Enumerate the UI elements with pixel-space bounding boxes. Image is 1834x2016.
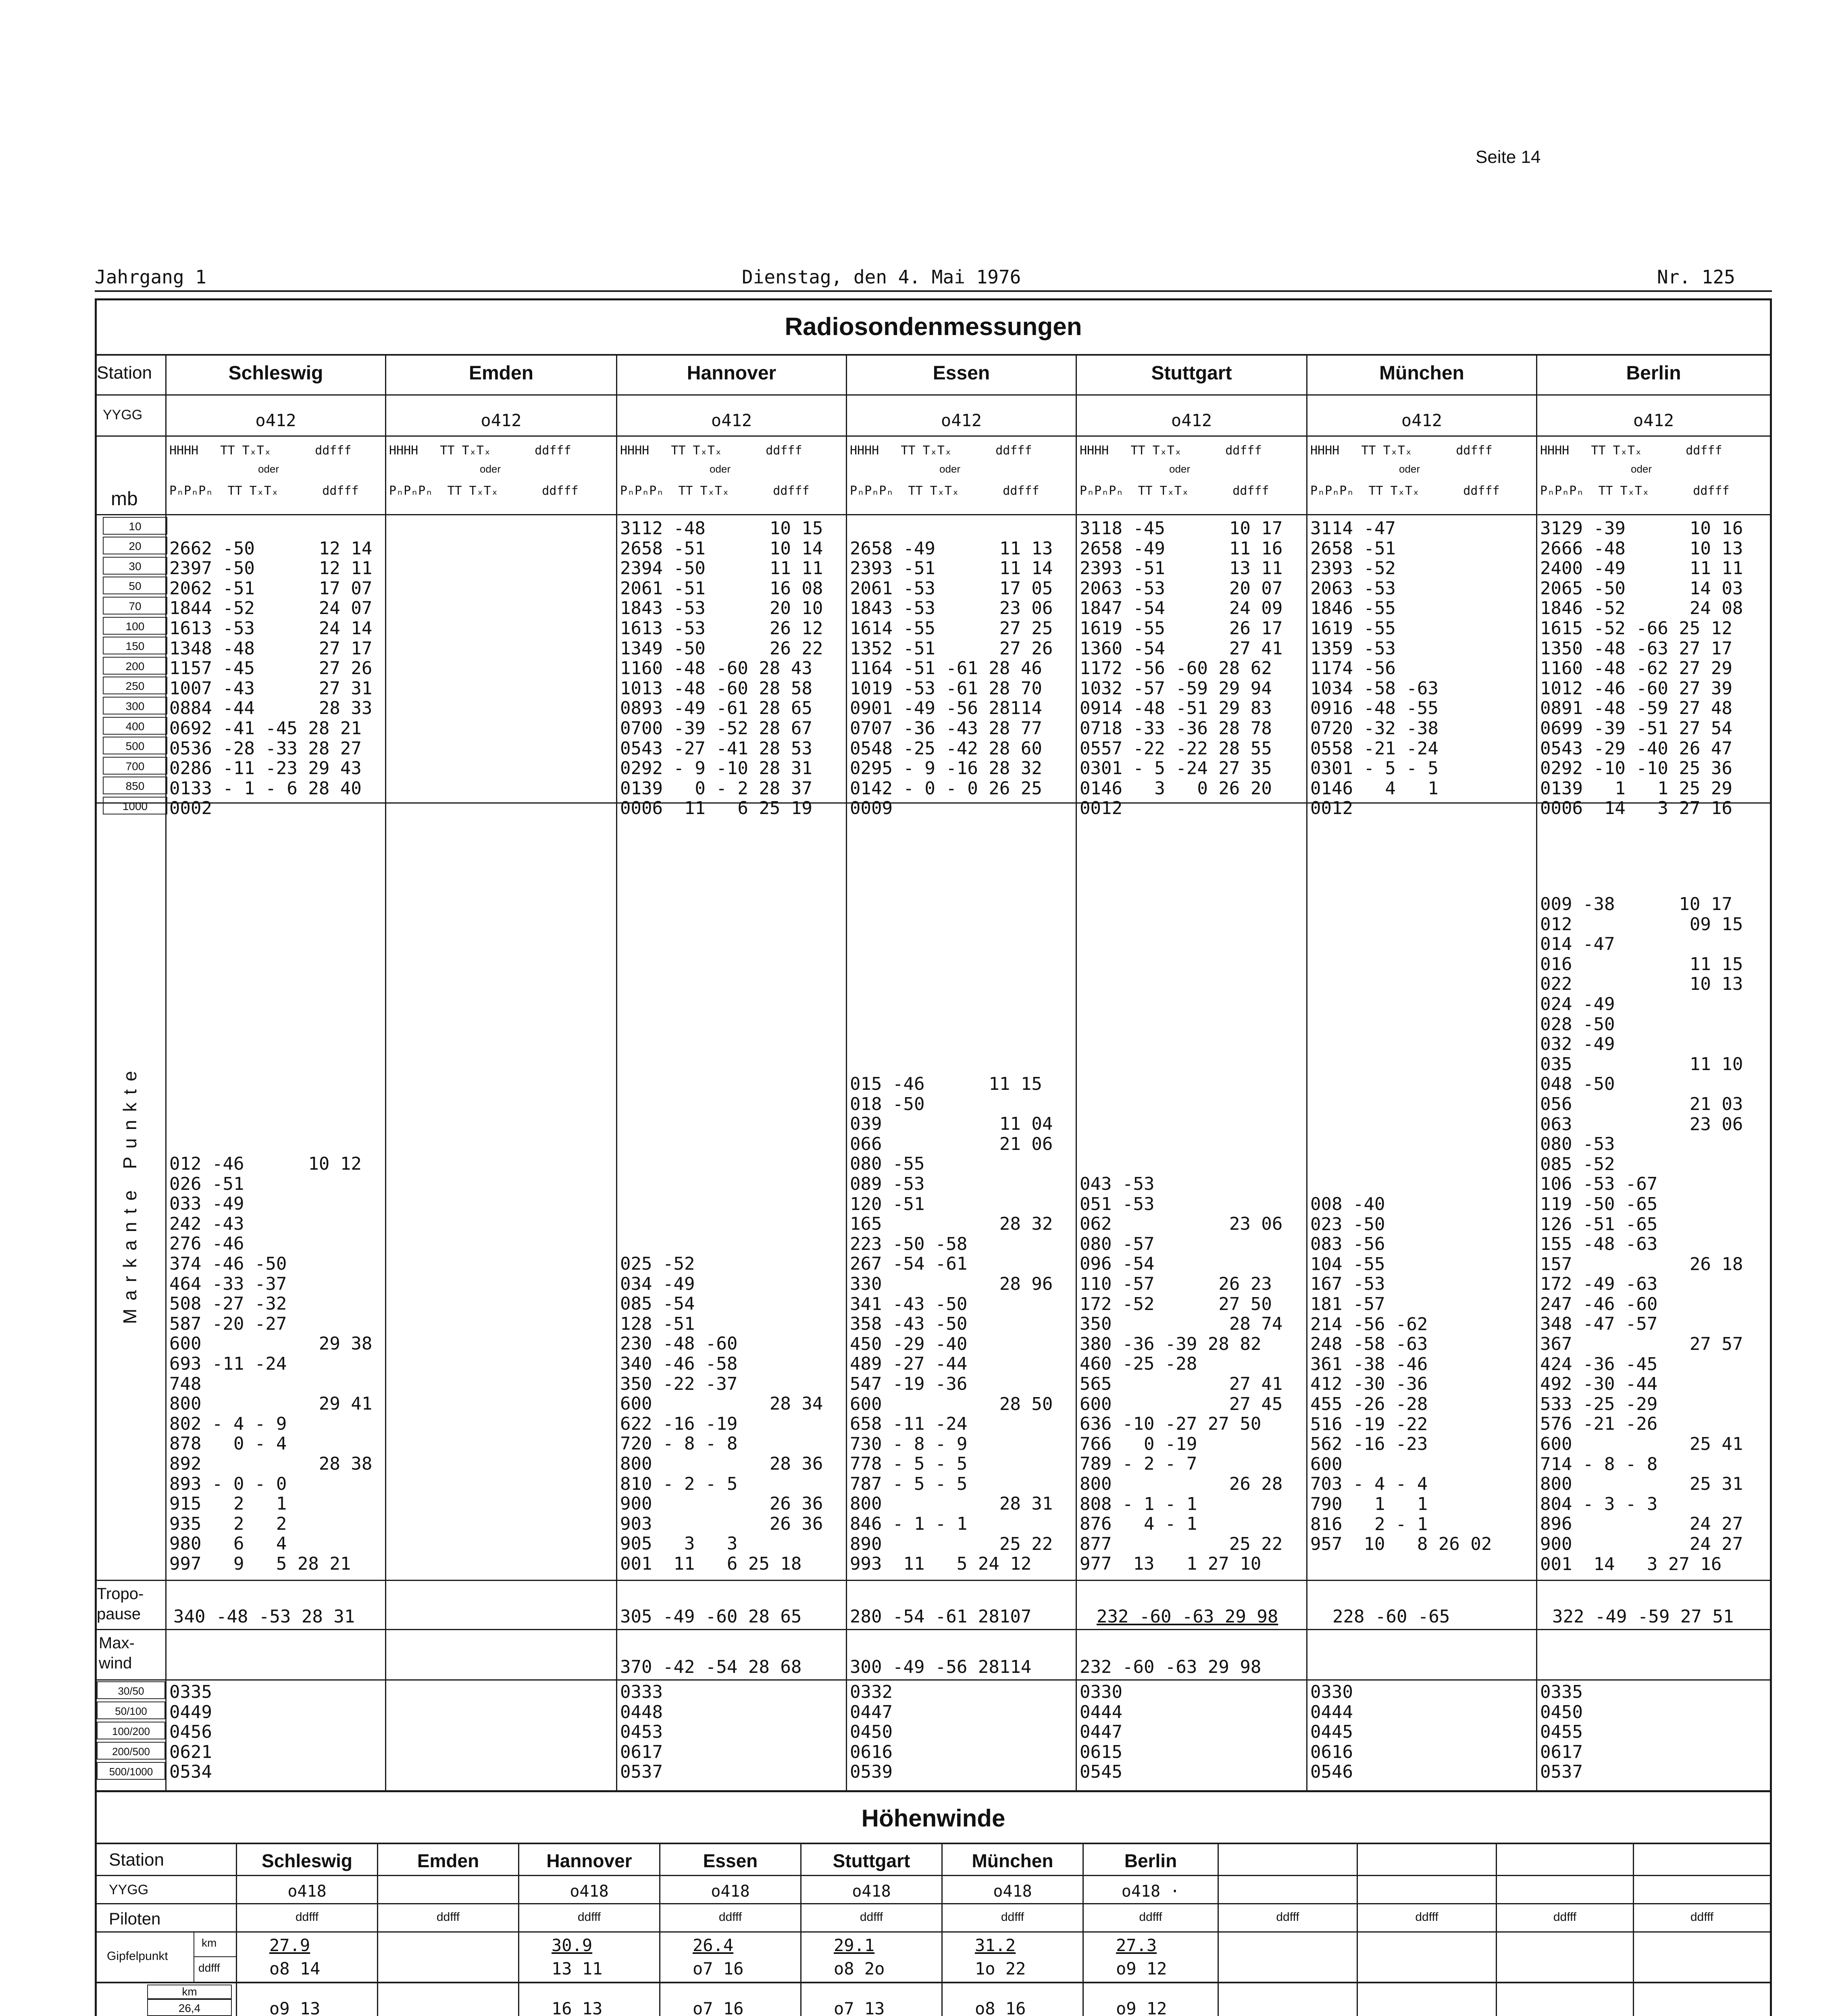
markante-data: 025 -52 034 -49 085 -54 128 -51 230 -48 -60 340 -46 -58 350 -22 -37 600 28 34 622 -16 -19 720 - 8 - 8 800 28 36 810 - 2 - 5 900 26 36 903 26 36 905 3 3 001 11 6 25 18	[620, 1254, 823, 1574]
mb-level: 700	[103, 757, 167, 775]
mb-level: 1000	[103, 797, 167, 814]
mb-level: 20	[103, 537, 167, 554]
std-level-data: 3118 -45 10 17 2658 -49 11 16 2393 -51 13 11 2063 -53 20 07 1847 -54 24 09 1619 -55 26 17 1360 -54 27 41 1172 -56 -60 28 62 1032 -57 -59 29 94 0914 -48 -51 29 83 0718 -33 -36 28 78 0557 -22 -22 28 55 0301 - 5 -24 27 35 0146 3 0 26 20 0012	[1080, 518, 1283, 819]
gipfel-km: 26.4	[693, 1935, 734, 1955]
hw-station-name: Stuttgart	[833, 1850, 910, 1871]
shear-values: 0335 0449 0456 0621 0534	[169, 1682, 212, 1783]
mb-level: 50	[103, 577, 167, 594]
std-level-data: 2662 -50 12 14 2397 -50 12 11 2062 -51 17 07 1844 -52 24 07 1613 -53 24 14 1348 -48 27 17 1157 -45 27 26 1007 -43 27 31 0884 -44 28 33 0692 -41 -45 28 21 0536 -28 -33 28 27 0286 -11 -23 29 43 0133 - 1 - 6 28 40 0002	[169, 538, 373, 819]
hw-piloten-label: Piloten	[109, 1909, 161, 1928]
markante-data: 015 -46 11 15 018 -50 039 11 04 066 21 06 080 -55 089 -53 120 -51 165 28 32 223 -50 -58 267 -54 -61 330 28 96 341 -43 -50 358 -43 -50 450 -29 -40 489 -27 -44 547 -19 -36 600 28 50 658 -11 -24 730 - 8 - 9 778 - 5 - 5 787 - 5 - 5 800 28 31 846 - 1 - 1 890 25 22 993 11 5 24 12	[850, 1074, 1053, 1574]
mb-level: 10	[103, 517, 167, 535]
shear-label: 50/100	[97, 1702, 165, 1719]
mb-level: 300	[103, 697, 167, 714]
hw-yygg-label: YYGG	[109, 1882, 149, 1897]
yygg-value: o412	[255, 410, 296, 430]
markante-data: 009 -38 10 17 012 09 15 014 -47 016 11 15 022 10 13 024 -49 028 -50 032 -49 035 11 10 048 -50 056 21 03 063 23 06 080 -53 085 -52 106 -53 -67 119 -50 -65 126 -51 -65 155 -48 -63 157 26 18 172 -49 -63 247 -46 -60 348 -47 -57 367 27 57 424 -36 -45 492 -30 -44 533 -25 -29 576 -21 -26 600 25 41 714 - 8 - 8 800 25 31 804 - 3 - 3 896 24 27 900 24 27 001 14 3 27 16	[1540, 894, 1743, 1574]
mb-level: 200	[103, 657, 167, 675]
station-name: Schleswig	[228, 362, 323, 384]
col-head: PₙPₙPₙ TT TₓTₓ ddfff	[1310, 484, 1500, 498]
header-rule	[95, 290, 1772, 292]
tropopause-value: 305 -49 -60 28 65	[620, 1606, 802, 1627]
markante-data: 012 -46 10 12 026 -51 033 -49 242 -43 276 -46 374 -46 -50 464 -33 -37 508 -27 -32 587 -20 -27 600 29 38 693 -11 -24 748 800 29 41 802 - 4 - 9 878 0 - 4 892 28 38 893 - 0 - 0 915 2 1 935 2 2 980 6 4 997 9 5 28 21	[169, 1154, 373, 1574]
hw-level-values: o7 16	[693, 1999, 744, 2016]
tropopause-value: 280 -54 -61 28107	[850, 1606, 1032, 1627]
col-head: PₙPₙPₙ TT TₓTₓ ddfff	[850, 484, 1039, 498]
hw-yygg: o418	[711, 1882, 750, 1901]
col-head: HHHH TT TₓTₓ ddfff	[1540, 444, 1722, 458]
yygg-value: o412	[1401, 410, 1443, 430]
hw-station-name: Berlin	[1124, 1850, 1177, 1871]
gipfel-ddfff-label: ddfff	[198, 1962, 220, 1974]
maxwind-label: Max- wind	[99, 1634, 135, 1672]
col-head: PₙPₙPₙ TT TₓTₓ ddfff	[620, 484, 810, 498]
col-head: HHHH TT TₓTₓ ddfff	[169, 444, 352, 458]
std-level-data: 3129 -39 10 16 2666 -48 10 13 2400 -49 11 11 2065 -50 14 03 1846 -52 24 08 1615 -52 -66 25 12 1350 -48 -63 27 17 1160 -48 -62 27 29 1012 -46 -60 27 39 0891 -48 -59 27 48 0699 -39 -51 27 54 0543 -29 -40 26 47 0292 -10 -10 25 36 0139 1 1 25 29 0006 14 3 27 16	[1540, 518, 1743, 819]
col-head: PₙPₙPₙ TT TₓTₓ ddfff	[169, 484, 359, 498]
col-head: HHHH TT TₓTₓ ddfff	[1310, 444, 1493, 458]
yygg-value: o412	[711, 410, 752, 430]
yygg-value: o412	[941, 410, 982, 430]
mb-level: 850	[103, 777, 167, 794]
piloten-ddfff: ddfff	[1415, 1910, 1438, 1924]
col-head: PₙPₙPₙ TT TₓTₓ ddfff	[389, 484, 579, 498]
markante-label: Markante Punkte	[119, 1063, 140, 1324]
radiosonde-title: Radiosondenmessungen	[785, 313, 1082, 341]
piloten-ddfff: ddfff	[1276, 1910, 1299, 1924]
mb-level: 400	[103, 717, 167, 735]
gipfel-dd: o8 2o	[834, 1959, 885, 1979]
station-name: Hannover	[687, 362, 776, 384]
gipfel-km: 30.9	[552, 1935, 593, 1955]
header-volume: Jahrgang 1	[95, 266, 206, 288]
piloten-ddfff: ddfff	[577, 1910, 601, 1924]
markante-data: 008 -40 023 -50 083 -56 104 -55 167 -53 181 -57 214 -56 -62 248 -58 -63 361 -38 -46 412 -30 -36 455 -26 -28 516 -19 -22 562 -16 -23 600 703 - 4 - 4 790 1 1 816 2 - 1 957 10 8 26 02	[1310, 1194, 1492, 1555]
header-date: Dienstag, den 4. Mai 1976	[742, 266, 1021, 288]
station-name: Emden	[468, 362, 534, 384]
tropopause-value: 322 -49 -59 27 51	[1552, 1606, 1734, 1627]
gipfel-km: 27.3	[1116, 1935, 1157, 1955]
hw-level-values: o8 16	[975, 1999, 1026, 2016]
hw-station-name: Emden	[417, 1850, 479, 1871]
piloten-ddfff: ddfff	[718, 1910, 742, 1924]
col-head-oder: oder	[939, 463, 961, 475]
hw-level-values: o7 13	[834, 1999, 885, 2016]
mb-level: 500	[103, 737, 167, 754]
shear-label: 100/200	[97, 1722, 165, 1739]
col-head-oder: oder	[710, 463, 731, 475]
hw-level-values: o9 13	[269, 1999, 321, 2016]
mb-level: 250	[103, 677, 167, 694]
shear-label: 200/500	[97, 1742, 165, 1760]
col-head: HHHH TT TₓTₓ ddfff	[620, 444, 802, 458]
tropopause-label: Tropo- pause	[97, 1585, 144, 1623]
tropopause-value: 232 -60 -63 29 98	[1097, 1606, 1278, 1627]
col-head-oder: oder	[1399, 463, 1420, 475]
piloten-ddfff: ddfff	[1690, 1910, 1714, 1924]
hw-level-values: 16 13	[552, 1999, 603, 2016]
std-level-data: 2658 -49 11 13 2393 -51 11 14 2061 -53 17 05 1843 -53 23 06 1614 -55 27 25 1352 -51 27 26 1164 -51 -61 28 46 1019 -53 -61 28 70 0901 -49 -56 28114 0707 -36 -43 28 77 0548 -25 -42 28 60 0295 - 9 -16 28 32 0142 - 0 - 0 26 25 0009	[850, 538, 1053, 819]
piloten-ddfff: ddfff	[860, 1910, 883, 1924]
station-name: München	[1379, 362, 1464, 384]
col-head-oder: oder	[480, 463, 501, 475]
std-level-data: 3112 -48 10 15 2658 -51 10 14 2394 -50 11 11 2061 -51 16 08 1843 -53 20 10 1613 -53 26 12 1349 -50 26 22 1160 -48 -60 28 43 1013 -48 -60 28 58 0893 -49 -61 28 65 0700 -39 -52 28 67 0543 -27 -41 28 53 0292 - 9 -10 28 31 0139 0 - 2 28 37 0006 11 6 25 19	[620, 518, 823, 819]
col-head: HHHH TT TₓTₓ ddfff	[1080, 444, 1262, 458]
std-level-data: 3114 -47 2658 -51 2393 -52 2063 -53 1846 -55 1619 -55 1359 -53 1174 -56 1034 -58 -63 0916 -48 -55 0720 -32 -38 0558 -21 -24 0301 - 5 - 5 0146 4 1 0012	[1310, 518, 1438, 819]
col-head: PₙPₙPₙ TT TₓTₓ ddfff	[1540, 484, 1730, 498]
gipfel-km-label: km	[202, 1937, 217, 1949]
shear-values: 0333 0448 0453 0617 0537	[620, 1682, 663, 1783]
shear-values: 0330 0444 0447 0615 0545	[1080, 1682, 1122, 1783]
markante-data: 043 -53 051 -53 062 23 06 080 -57 096 -54 110 -57 26 23 172 -52 27 50 350 28 74 380 -36 -39 28 82 460 -25 -28 565 27 41 600 27 45 636 -10 -27 27 50 766 0 -19 789 - 2 - 7 800 26 28 808 - 1 - 1 876 4 - 1 877 25 22 977 13 1 27 10	[1080, 1174, 1283, 1574]
hw-yygg: o418 ·	[1121, 1882, 1180, 1901]
gipfel-dd: 13 11	[552, 1959, 603, 1979]
shear-label: 500/1000	[97, 1762, 165, 1780]
col-head-oder: oder	[258, 463, 279, 475]
gipfel-km: 27.9	[269, 1935, 310, 1955]
maxwind-value: 370 -42 -54 28 68	[620, 1657, 802, 1677]
hw-station-name: Hannover	[546, 1850, 632, 1871]
hw-station-name: Schleswig	[262, 1850, 352, 1871]
hw-yygg: o418	[287, 1882, 327, 1901]
hw-level-values: o9 12	[1116, 1999, 1167, 2016]
mb-level: 150	[103, 637, 167, 654]
yygg-value: o412	[481, 410, 522, 430]
header-issue: Nr. 125	[1657, 266, 1735, 288]
maxwind-value: 300 -49 -56 28114	[850, 1657, 1032, 1677]
shear-values: 0335 0450 0455 0617 0537	[1540, 1682, 1583, 1783]
tropopause-value: 228 -60 -65	[1332, 1606, 1450, 1627]
gipfel-dd: 1o 22	[975, 1959, 1026, 1979]
gipfel-dd: o9 12	[1116, 1959, 1167, 1979]
station-name: Berlin	[1626, 362, 1681, 384]
gipfel-km: 31.2	[975, 1935, 1016, 1955]
yygg-value: o412	[1171, 410, 1212, 430]
col-head-oder: oder	[1631, 463, 1652, 475]
mb-level: 70	[103, 597, 167, 614]
piloten-ddfff: ddfff	[436, 1910, 460, 1924]
km-unit-label: km	[147, 1985, 232, 1999]
yygg-value: o412	[1633, 410, 1674, 430]
hw-yygg: o418	[852, 1882, 891, 1901]
gipfelpunkt-label: Gipfelpunkt	[107, 1949, 168, 1963]
tropopause-value: 340 -48 -53 28 31	[173, 1606, 355, 1627]
page-number: Seite 14	[1476, 147, 1541, 167]
hw-station-label: Station	[109, 1850, 164, 1870]
station-label: Station	[97, 363, 152, 383]
mb-label: mb	[111, 488, 138, 510]
shear-values: 0330 0444 0445 0616 0546	[1310, 1682, 1353, 1783]
hw-station-name: Essen	[703, 1850, 758, 1871]
gipfel-dd: o8 14	[269, 1959, 321, 1979]
hw-station-name: München	[972, 1850, 1053, 1871]
hw-yygg: o418	[570, 1882, 609, 1901]
col-head: HHHH TT TₓTₓ ddfff	[389, 444, 571, 458]
mb-level: 30	[103, 557, 167, 575]
col-head-oder: oder	[1169, 463, 1191, 475]
shear-values: 0332 0447 0450 0616 0539	[850, 1682, 893, 1783]
gipfel-km: 29.1	[834, 1935, 875, 1955]
col-head: PₙPₙPₙ TT TₓTₓ ddfff	[1080, 484, 1269, 498]
piloten-ddfff: ddfff	[295, 1910, 319, 1924]
piloten-ddfff: ddfff	[1553, 1910, 1577, 1924]
gipfel-dd: o7 16	[693, 1959, 744, 1979]
hoehenwinde-title: Höhenwinde	[861, 1805, 1005, 1832]
station-name: Stuttgart	[1151, 362, 1232, 384]
hw-yygg: o418	[993, 1882, 1032, 1901]
piloten-ddfff: ddfff	[1001, 1910, 1024, 1924]
shear-label: 30/50	[97, 1681, 165, 1699]
km-level: 26,4	[147, 1999, 232, 2016]
mb-level: 100	[103, 617, 167, 635]
piloten-ddfff: ddfff	[1139, 1910, 1162, 1924]
maxwind-value: 232 -60 -63 29 98	[1080, 1657, 1262, 1677]
yygg-label: YYGG	[103, 407, 143, 423]
col-head: HHHH TT TₓTₓ ddfff	[850, 444, 1032, 458]
station-name: Essen	[933, 362, 990, 384]
